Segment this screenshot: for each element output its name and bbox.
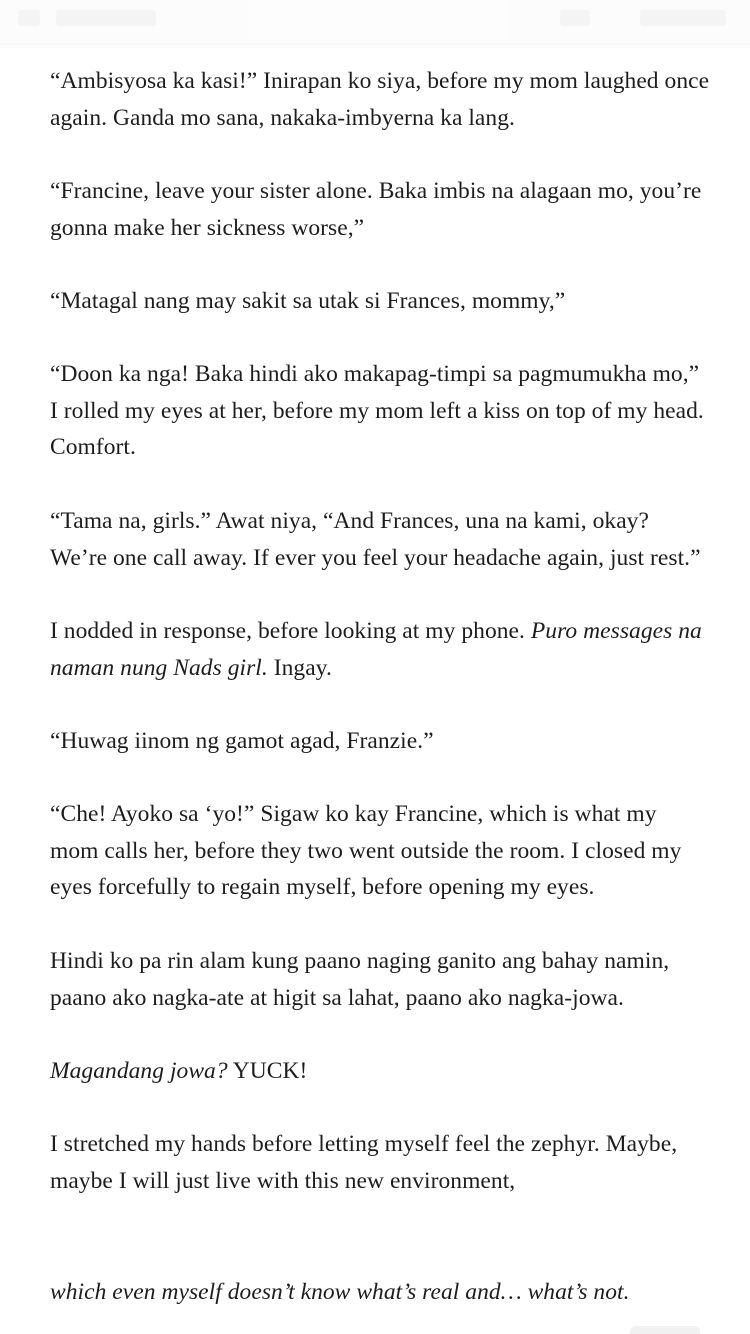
- paragraph-5: “Tama na, girls.” Awat niya, “And Frances, una na kami, okay? We’re one call away. If ever you feel your headache again, just rest.”: [50, 508, 701, 571]
- paragraph-10-italic: Magandang jowa?: [50, 1058, 228, 1084]
- paragraph-4: “Doon ka nga! Baka hindi ako makapag-timpi sa pagmumukha mo,” I rolled my eyes at her, before my mom left a kiss on top of my head. Comfort.: [50, 361, 704, 460]
- paragraph-6-lead: I nodded in response, before looking at my phone.: [50, 618, 531, 644]
- paragraph-11: I stretched my hands before letting myself feel the zephyr. Maybe, maybe I will just live with this new environment,: [50, 1131, 678, 1194]
- paragraph-8: “Che! Ayoko sa ‘yo!” Sigaw ko kay Francine, which is what my mom calls her, before they two went outside the room. I closed my eyes forcefully to regain myself, before opening my eyes.: [50, 801, 682, 900]
- paragraph-6-tail: Ingay.: [267, 654, 332, 681]
- paragraph-12: [50, 1274, 710, 1311]
- paragraph-10: [50, 1053, 710, 1090]
- carrier-wifi-indicator: [56, 10, 156, 26]
- corner-smudge: [630, 1326, 700, 1334]
- paragraph-3: “Matagal nang may sakit sa utak si Frances, mommy,”: [50, 288, 566, 314]
- paragraph-1: “Ambisyosa ka kasi!” Inirapan ko siya, before my mom laughed once again. Ganda mo sana, nakaka-imbyerna ka lang.: [50, 68, 710, 131]
- paragraph-7: “Huwag iinom ng gamot agad, Franzie.”: [50, 728, 434, 754]
- time-indicator: [560, 10, 590, 26]
- status-bar: [0, 0, 750, 44]
- paragraph-6-italic: Puro messages na naman nung Nads girl.: [50, 618, 702, 681]
- signal-icon: [18, 10, 40, 26]
- status-bar-divider: [0, 43, 750, 49]
- paragraph-9: Hindi ko pa rin alam kung paano naging ganito ang bahay namin, paano ako nagka-ate at higit sa lahat, paano ako nagka-jowa.: [50, 948, 670, 1011]
- paragraph-12-italic: which even myself doesn’t know what’s real and… what’s not.: [50, 1279, 630, 1305]
- paragraph-2: “Francine, leave your sister alone. Baka imbis na alagaan mo, you’re gonna make her sickness worse,”: [50, 178, 702, 241]
- paragraph-10-tail: YUCK!: [227, 1058, 308, 1084]
- paragraph-6: [50, 613, 710, 686]
- battery-icon: [640, 10, 726, 26]
